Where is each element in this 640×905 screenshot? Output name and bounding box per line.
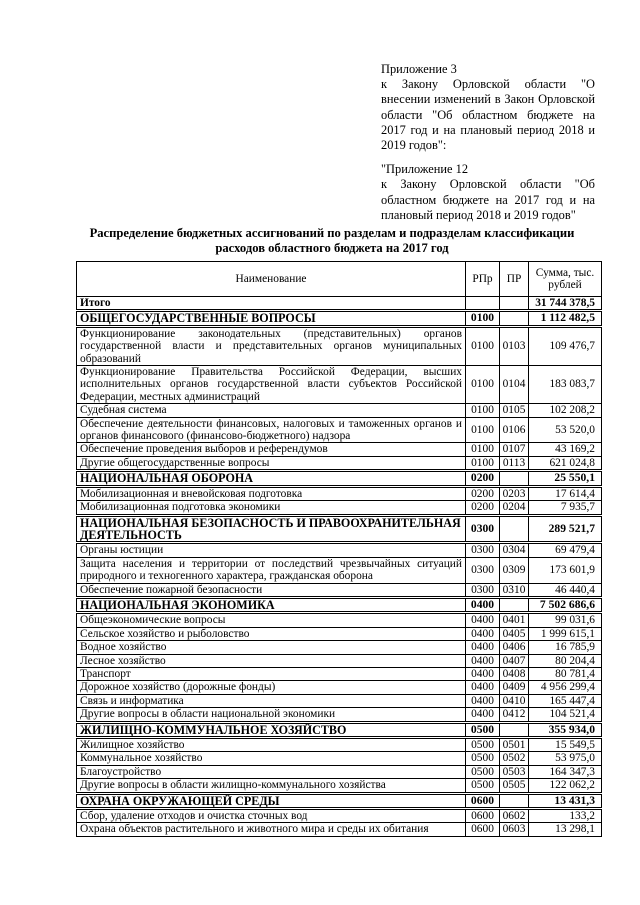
row-rpr: 0400 <box>466 613 500 627</box>
row-pr: 0407 <box>500 654 529 667</box>
table-row <box>77 613 602 627</box>
row-name: Обеспечение деятельности финансовых, налоговых и таможенных органов и органов финансового (финансово-бюджетного) надзора <box>77 417 466 443</box>
row-name: ЖИЛИЩНО-КОММУНАЛЬНОЕ ХОЗЯЙСТВО <box>77 722 466 737</box>
row-rpr: 0500 <box>466 765 500 778</box>
table-row <box>77 823 602 836</box>
table-header-row <box>77 262 602 297</box>
row-rpr: 0100 <box>466 456 500 470</box>
table-row <box>77 326 602 365</box>
row-pr <box>500 471 529 486</box>
row-rpr: 0600 <box>466 823 500 836</box>
row-name: Другие вопросы в области национальной экономики <box>77 708 466 722</box>
row-pr: 0309 <box>500 557 529 583</box>
row-pr: 0410 <box>500 694 529 707</box>
row-name: Обеспечение пожарной безопасности <box>77 583 466 597</box>
row-pr: 0505 <box>500 779 529 793</box>
row-sum: 69 479,4 <box>529 543 602 557</box>
row-rpr: 0500 <box>466 722 500 737</box>
row-sum: 80 781,4 <box>529 667 602 680</box>
row-sum: 355 934,0 <box>529 722 602 737</box>
row-name: Судебная система <box>77 404 466 417</box>
row-sum: 16 785,9 <box>529 641 602 654</box>
section-row <box>77 793 602 808</box>
row-rpr: 0400 <box>466 694 500 707</box>
table-row <box>77 752 602 765</box>
row-sum: 7 502 686,6 <box>529 597 602 612</box>
row-rpr: 0500 <box>466 779 500 793</box>
table-row <box>77 765 602 778</box>
row-name: Лесное хозяйство <box>77 654 466 667</box>
row-pr <box>500 597 529 612</box>
table-row <box>77 501 602 515</box>
row-name: Водное хозяйство <box>77 641 466 654</box>
appendix-block <box>381 62 595 223</box>
row-rpr: 0500 <box>466 752 500 765</box>
row-pr: 0106 <box>500 417 529 443</box>
row-pr: 0503 <box>500 765 529 778</box>
section-row <box>77 471 602 486</box>
row-pr <box>500 793 529 808</box>
row-pr: 0501 <box>500 738 529 752</box>
row-pr: 0408 <box>500 667 529 680</box>
row-pr: 0203 <box>500 486 529 500</box>
row-name: Другие общегосударственные вопросы <box>77 456 466 470</box>
row-rpr: 0400 <box>466 641 500 654</box>
appendix-law-text: к Закону Орловской области "О внесении изменений в Закон Орловской области "Об областном бюджете на 2017 год и на плановый период 2018 и 2019 годов": <box>381 77 595 153</box>
row-rpr: 0200 <box>466 486 500 500</box>
row-rpr: 0400 <box>466 681 500 694</box>
section-row <box>77 597 602 612</box>
row-pr: 0204 <box>500 501 529 515</box>
header-pr: ПР <box>500 262 529 297</box>
table-row <box>77 681 602 694</box>
table-row <box>77 641 602 654</box>
row-rpr: 0500 <box>466 738 500 752</box>
section-row <box>77 311 602 326</box>
row-pr: 0103 <box>500 326 529 365</box>
row-sum: 25 550,1 <box>529 471 602 486</box>
row-rpr: 0600 <box>466 809 500 823</box>
row-rpr: 0300 <box>466 557 500 583</box>
table-row <box>77 543 602 557</box>
table-row <box>77 738 602 752</box>
row-rpr: 0100 <box>466 366 500 404</box>
row-pr: 0406 <box>500 641 529 654</box>
row-name: НАЦИОНАЛЬНАЯ ЭКОНОМИКА <box>77 597 466 612</box>
row-pr: 0603 <box>500 823 529 836</box>
row-name: Охрана объектов растительного и животного мира и среды их обитания <box>77 823 466 836</box>
row-name: Сельское хозяйство и рыболовство <box>77 627 466 640</box>
row-pr <box>500 311 529 326</box>
table-row <box>77 809 602 823</box>
table-row <box>77 443 602 456</box>
row-sum: 7 935,7 <box>529 501 602 515</box>
row-name: Сбор, удаление отходов и очистка сточных вод <box>77 809 466 823</box>
row-rpr: 0400 <box>466 627 500 640</box>
row-sum: 4 956 299,4 <box>529 681 602 694</box>
row-name: Мобилизационная подготовка экономики <box>77 501 466 515</box>
row-name: Функционирование законодательных (представительных) органов государственной власти и представительных органов муниципальных образований <box>77 326 466 365</box>
row-rpr: 0300 <box>466 543 500 557</box>
row-sum: 173 601,9 <box>529 557 602 583</box>
row-name: ОБЩЕГОСУДАРСТВЕННЫЕ ВОПРОСЫ <box>77 311 466 326</box>
section-row <box>77 515 602 543</box>
table-row <box>77 627 602 640</box>
row-rpr: 0100 <box>466 326 500 365</box>
row-rpr: 0100 <box>466 417 500 443</box>
table-row <box>77 667 602 680</box>
row-sum: 99 031,6 <box>529 613 602 627</box>
row-name: Жилищное хозяйство <box>77 738 466 752</box>
row-name: Благоустройство <box>77 765 466 778</box>
row-pr: 0304 <box>500 543 529 557</box>
row-name: НАЦИОНАЛЬНАЯ БЕЗОПАСНОСТЬ И ПРАВООХРАНИТЕЛЬНАЯ ДЕЯТЕЛЬНОСТЬ <box>77 515 466 543</box>
row-sum: 1 999 615,1 <box>529 627 602 640</box>
row-name: Коммунальное хозяйство <box>77 752 466 765</box>
row-sum: 133,2 <box>529 809 602 823</box>
row-sum: 31 744 378,5 <box>529 297 602 311</box>
row-sum: 17 614,4 <box>529 486 602 500</box>
row-rpr <box>466 297 500 311</box>
row-sum: 15 549,5 <box>529 738 602 752</box>
table-row <box>77 366 602 404</box>
row-rpr: 0100 <box>466 311 500 326</box>
row-pr <box>500 297 529 311</box>
row-rpr: 0200 <box>466 501 500 515</box>
annex-text: к Закону Орловской области "Об областном бюджете на 2017 год и на плановый период 2018 и 2019 годов" <box>381 177 595 222</box>
row-name: Обеспечение проведения выборов и референдумов <box>77 443 466 456</box>
row-name: Связь и информатика <box>77 694 466 707</box>
annex-heading: "Приложение 12 <box>381 162 469 177</box>
table-row <box>77 557 602 583</box>
row-name: Защита населения и территории от последствий чрезвычайных ситуаций природного и техногенного характера, гражданская оборона <box>77 557 466 583</box>
row-pr: 0405 <box>500 627 529 640</box>
row-sum: 109 476,7 <box>529 326 602 365</box>
row-pr: 0401 <box>500 613 529 627</box>
header-rpr: РПр <box>466 262 500 297</box>
row-rpr: 0300 <box>466 515 500 543</box>
row-rpr: 0400 <box>466 667 500 680</box>
row-name: Другие вопросы в области жилищно-коммунального хозяйства <box>77 779 466 793</box>
row-pr <box>500 722 529 737</box>
header-sum: Сумма, тыс. рублей <box>529 262 602 297</box>
table-row <box>77 417 602 443</box>
row-sum: 46 440,4 <box>529 583 602 597</box>
row-name: Функционирование Правительства Российской Федерации, высших исполнительных органов государственной власти субъектов Российской Федерации, местных администраций <box>77 366 466 404</box>
header-name: Наименование <box>77 262 466 297</box>
row-name: НАЦИОНАЛЬНАЯ ОБОРОНА <box>77 471 466 486</box>
row-sum: 122 062,2 <box>529 779 602 793</box>
row-sum: 621 024,8 <box>529 456 602 470</box>
row-sum: 289 521,7 <box>529 515 602 543</box>
row-sum: 183 083,7 <box>529 366 602 404</box>
row-rpr: 0100 <box>466 404 500 417</box>
row-rpr: 0400 <box>466 708 500 722</box>
row-pr: 0113 <box>500 456 529 470</box>
row-name: Итого <box>77 297 466 311</box>
document-title: Распределение бюджетных ассигнований по разделам и подразделам классификации расходов областного бюджета на 2017 год <box>89 226 575 255</box>
row-name: Дорожное хозяйство (дорожные фонды) <box>77 681 466 694</box>
row-sum: 13 431,3 <box>529 793 602 808</box>
row-pr: 0310 <box>500 583 529 597</box>
row-rpr: 0300 <box>466 583 500 597</box>
row-pr: 0409 <box>500 681 529 694</box>
row-sum: 104 521,4 <box>529 708 602 722</box>
row-name: ОХРАНА ОКРУЖАЮЩЕЙ СРЕДЫ <box>77 793 466 808</box>
row-rpr: 0100 <box>466 443 500 456</box>
row-sum: 165 447,4 <box>529 694 602 707</box>
row-sum: 13 298,1 <box>529 823 602 836</box>
appendix-heading: Приложение 3 <box>381 62 457 76</box>
row-rpr: 0400 <box>466 597 500 612</box>
row-name: Общеэкономические вопросы <box>77 613 466 627</box>
row-pr: 0502 <box>500 752 529 765</box>
row-pr: 0412 <box>500 708 529 722</box>
row-sum: 43 169,2 <box>529 443 602 456</box>
row-name: Органы юстиции <box>77 543 466 557</box>
row-name: Мобилизационная и вневойсковая подготовка <box>77 486 466 500</box>
row-sum: 102 208,2 <box>529 404 602 417</box>
table-row <box>77 486 602 500</box>
row-pr: 0105 <box>500 404 529 417</box>
row-sum: 164 347,3 <box>529 765 602 778</box>
row-sum: 53 520,0 <box>529 417 602 443</box>
table-row <box>77 456 602 470</box>
row-rpr: 0600 <box>466 793 500 808</box>
table-row <box>77 779 602 793</box>
row-sum: 53 975,0 <box>529 752 602 765</box>
row-pr: 0107 <box>500 443 529 456</box>
total-row <box>77 297 602 311</box>
budget-table <box>76 261 602 837</box>
row-sum: 80 204,4 <box>529 654 602 667</box>
table-row <box>77 654 602 667</box>
table-row <box>77 583 602 597</box>
appendix-gap <box>381 153 595 162</box>
table-row <box>77 694 602 707</box>
row-pr: 0602 <box>500 809 529 823</box>
section-row <box>77 722 602 737</box>
row-pr: 0104 <box>500 366 529 404</box>
row-sum: 1 112 482,5 <box>529 311 602 326</box>
row-rpr: 0200 <box>466 471 500 486</box>
table-row <box>77 404 602 417</box>
row-pr <box>500 515 529 543</box>
row-name: Транспорт <box>77 667 466 680</box>
row-rpr: 0400 <box>466 654 500 667</box>
table-row <box>77 708 602 722</box>
